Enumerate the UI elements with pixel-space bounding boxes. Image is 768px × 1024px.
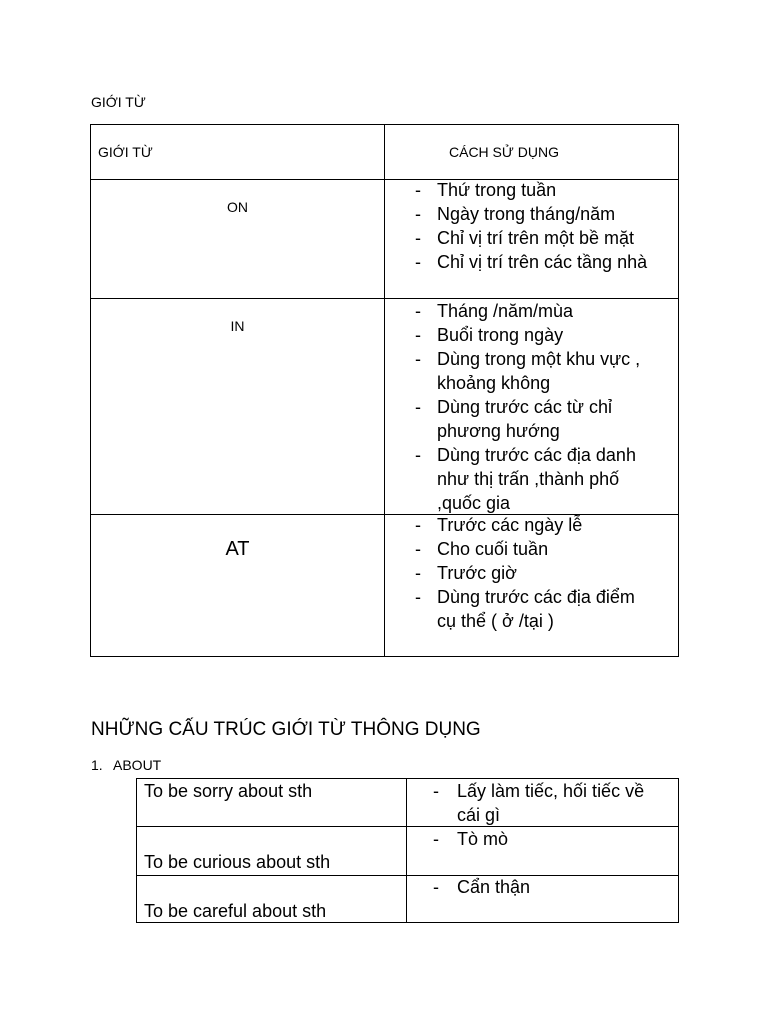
list-item: - Dùng trước các địa điểm [391,585,681,609]
list-item: - Tháng /năm/mùa [391,299,681,323]
list-item-continuation: phương hướng [437,421,560,441]
list-item: - Thứ trong tuần [391,178,681,202]
usage-list-at [391,513,681,633]
meaning-careful: - Cẩn thận [433,875,673,899]
preposition-in: IN [230,318,245,334]
list-item: - Ngày trong tháng/năm [391,202,681,226]
list-item: - Chỉ vị trí trên một bề mặt [391,226,681,250]
meaning-line: Tò mò [457,829,509,849]
about-phrases-table [136,778,679,923]
list-item-continuation: khoảng không [437,373,551,393]
preposition-on: ON [227,199,248,215]
subsection-number: 1. [91,757,103,773]
header-preposition: GIỚI TỪ [98,144,153,160]
preposition-usage-table [90,124,679,657]
meaning-curious: - Tò mò [433,827,673,851]
list-item-continuation: cụ thể ( ở /tại ) [437,611,554,631]
phrase-curious: To be curious about sth [144,852,331,872]
list-item: - Dùng trong một khu vực , [391,347,681,371]
phrase-careful: To be careful about sth [144,901,327,921]
preposition-at: AT [225,538,250,560]
list-item-continuation: ,quốc gia [437,493,511,513]
meaning-line: Cẩn thận [457,877,531,897]
table-column-divider [384,125,385,656]
list-item: - Dùng trước các địa danh [391,443,681,467]
list-item: - Cho cuối tuần [391,537,681,561]
page-title: GIỚI TỪ [91,94,146,110]
header-usage: CÁCH SỬ DỤNG [449,144,559,160]
list-item: - Buổi trong ngày [391,323,681,347]
list-item: - Chỉ vị trí trên các tầng nhà [391,250,681,274]
list-item: - Trước các ngày lễ [391,513,681,537]
subsection-title [91,756,161,774]
meaning-sorry: - Lấy làm tiếc, hối tiếc về cái gì [433,779,673,827]
usage-list-in [391,299,681,515]
phrase-sorry: To be sorry about sth [144,781,313,801]
usage-list-on [391,178,681,274]
section-title: NHỮNG CẤU TRÚC GIỚI TỪ THÔNG DỤNG [91,719,481,740]
table-column-divider [406,779,407,922]
list-item: - Trước giờ [391,561,681,585]
meaning-line: Lấy làm tiếc, hối tiếc về [457,781,645,801]
list-item-continuation: như thị trấn ,thành phố [437,469,620,489]
subsection-label: ABOUT [113,757,162,773]
list-item: - Dùng trước các từ chỉ [391,395,681,419]
meaning-line: cái gì [457,805,501,825]
